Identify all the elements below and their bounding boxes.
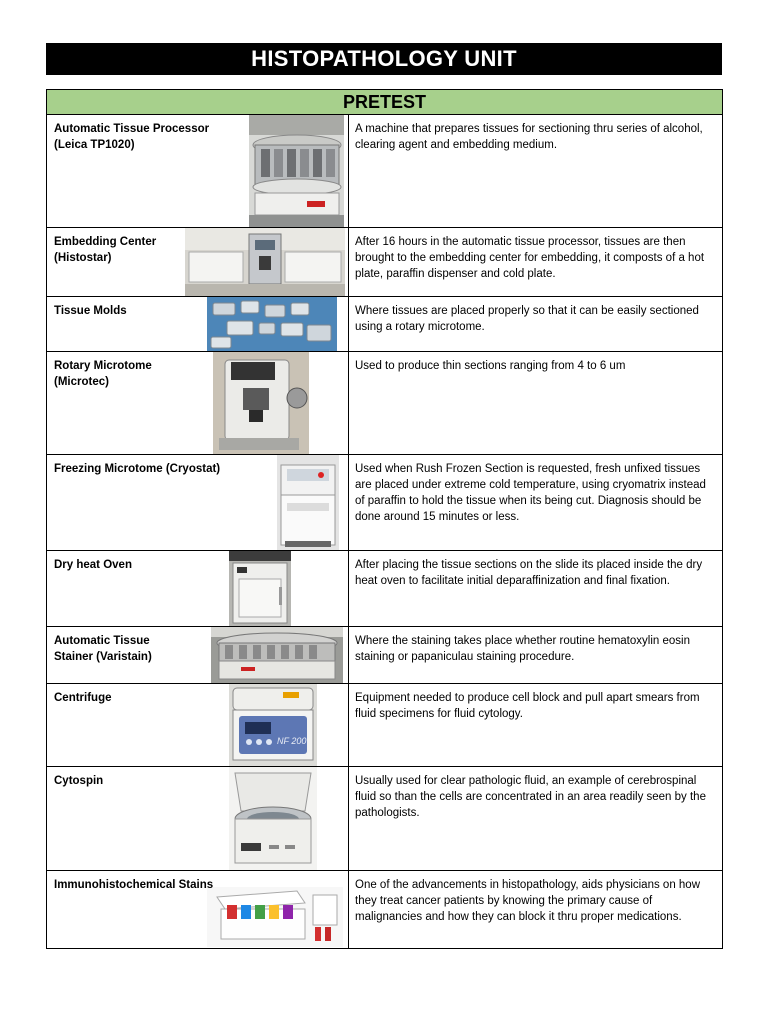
cytospin-photo xyxy=(229,767,317,870)
equipment-name: Automatic Tissue Processor (Leica TP1020) xyxy=(54,123,210,151)
equipment-name-cell xyxy=(47,115,349,228)
equipment-name-cell xyxy=(47,228,349,297)
embedding-center-photo xyxy=(185,228,345,296)
equipment-name-cell xyxy=(47,871,349,949)
equipment-description-cell xyxy=(349,684,723,767)
equipment-name-cell xyxy=(47,627,349,684)
equipment-description: Used when Rush Frozen Section is requested, fresh unfixed tissues are placed under extreme cold temperature, using cryomatrix instead of paraffin to hold the tissue when its being cut. Diagnosis should be done around 15 minutes or less. xyxy=(355,463,706,523)
equipment-description: Where the staining takes place whether routine hematoxylin eosin staining or papaniculau staining procedure. xyxy=(355,635,690,663)
tissue-processor-photo xyxy=(249,115,344,227)
equipment-description: Where tissues are placed properly so that it can be easily sectioned using a rotary microtome. xyxy=(355,305,699,333)
centrifuge-model-label: NF 200 xyxy=(277,736,307,746)
equipment-name: Cytospin xyxy=(54,775,104,787)
equipment-name-cell xyxy=(47,352,349,455)
table-row xyxy=(47,551,723,627)
table-row xyxy=(47,767,723,871)
equipment-name: Dry heat Oven xyxy=(54,559,132,571)
equipment-name-cell xyxy=(47,455,349,551)
equipment-description-cell xyxy=(349,115,723,228)
tissue-stainer-photo xyxy=(211,627,343,683)
equipment-name: Centrifuge xyxy=(54,692,112,704)
equipment-description-cell xyxy=(349,228,723,297)
equipment-description-cell xyxy=(349,871,723,949)
dry-heat-oven-photo xyxy=(229,551,291,626)
equipment-name: Automatic Tissue Stainer (Varistain) xyxy=(54,635,152,663)
tissue-molds-photo xyxy=(207,297,337,351)
ihc-stains-kit-photo xyxy=(207,887,343,947)
section-title: PRETEST xyxy=(47,90,723,115)
equipment-description: Used to produce thin sections ranging from 4 to 6 um xyxy=(355,360,626,372)
equipment-description: Usually used for clear pathologic fluid, an example of cerebrospinal fluid so than the cells are concentrated in an area readily seen by the pathologists. xyxy=(355,775,706,819)
equipment-description: Equipment needed to produce cell block and pull apart smears from fluid specimens for fluid cytology. xyxy=(355,692,700,720)
table-row xyxy=(47,627,723,684)
equipment-description-cell xyxy=(349,297,723,352)
table-row xyxy=(47,684,723,767)
equipment-description-cell xyxy=(349,551,723,627)
equipment-name: Rotary Microtome (Microtec) xyxy=(54,360,152,388)
equipment-name: Embedding Center (Histostar) xyxy=(54,236,157,264)
equipment-name-cell xyxy=(47,684,349,767)
equipment-name: Tissue Molds xyxy=(54,305,127,317)
table-row xyxy=(47,455,723,551)
table-row xyxy=(47,115,723,228)
table-row xyxy=(47,297,723,352)
equipment-description: One of the advancements in histopathology, aids physicians on how they treat cancer patients by knowing the primary cause of malignancies and how they can block it thru proper medications. xyxy=(355,879,700,923)
table-row xyxy=(47,871,723,949)
equipment-name-cell xyxy=(47,297,349,352)
section-header-row xyxy=(47,90,723,115)
equipment-description-cell xyxy=(349,767,723,871)
cryostat-photo xyxy=(277,455,339,550)
table-row xyxy=(47,352,723,455)
equipment-name-cell xyxy=(47,767,349,871)
table-row xyxy=(47,228,723,297)
centrifuge-photo xyxy=(229,684,317,766)
equipment-description-cell xyxy=(349,627,723,684)
equipment-name: Freezing Microtome (Cryostat) xyxy=(54,463,221,475)
equipment-table xyxy=(46,89,723,949)
page-title: HISTOPATHOLOGY UNIT xyxy=(46,43,722,75)
equipment-description: A machine that prepares tissues for sectioning thru series of alcohol, clearing agent and embedding medium. xyxy=(355,123,703,151)
equipment-description: After 16 hours in the automatic tissue processor, tissues are then brought to the embedding center for embedding, it composts of a hot plate, paraffin dispenser and cold plate. xyxy=(355,236,705,280)
equipment-description-cell xyxy=(349,352,723,455)
equipment-name-cell xyxy=(47,551,349,627)
rotary-microtome-photo xyxy=(213,352,309,454)
equipment-description-cell xyxy=(349,455,723,551)
equipment-description: After placing the tissue sections on the slide its placed inside the dry heat oven to facilitate initial deparaffinization and final fixation. xyxy=(355,559,703,587)
equipment-name: Immunohistochemical Stains xyxy=(54,879,214,891)
